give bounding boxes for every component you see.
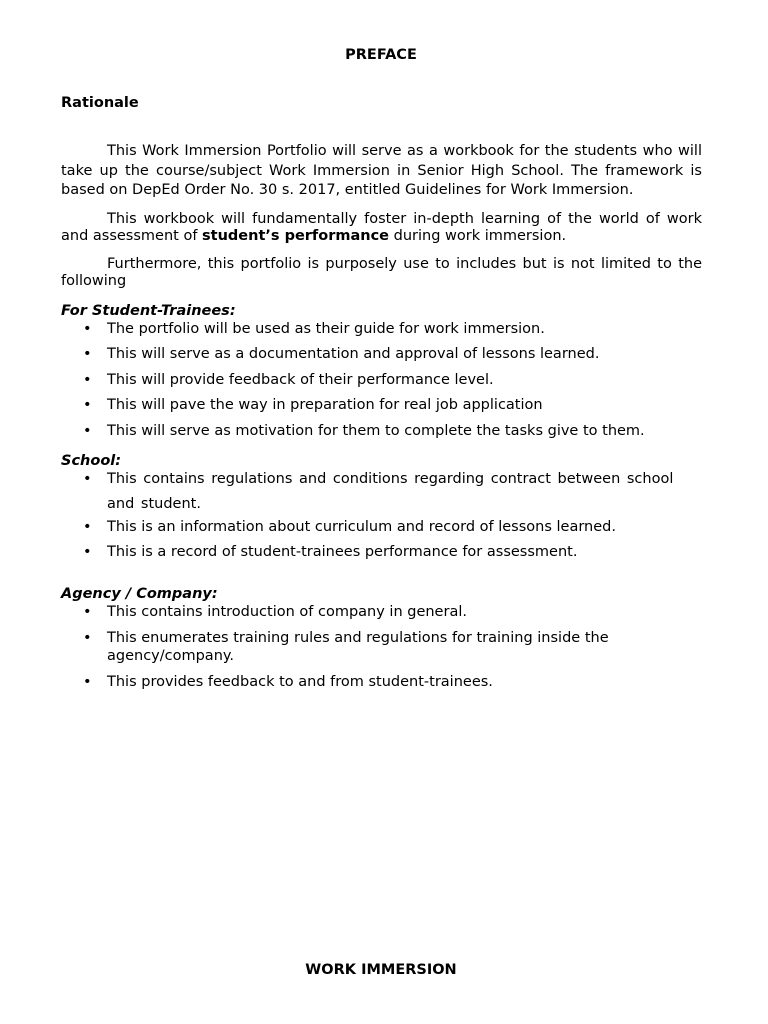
bullet-icon: •: [83, 674, 92, 690]
list-item: [61, 603, 702, 621]
section-title-student-trainees: For Student-Trainees:: [61, 302, 236, 319]
paragraph-1: This Work Immersion Portfolio will serve as a workbook for the students who will take up the course/subject Work Immersion in Senior High School. The framework is based on DepEd Order No. 30 s. 2017, entitled Guidelines for Work Immersion.: [61, 143, 702, 198]
section-title-school: School:: [61, 452, 122, 469]
rationale-heading: Rationale: [61, 95, 139, 111]
list-item: [61, 629, 702, 665]
list-item-text: This will provide feedback of their performance level.: [107, 371, 494, 388]
paragraph-2-bold-text: student’s performance: [202, 228, 390, 244]
list-item: [61, 320, 702, 338]
list-school: [61, 467, 702, 562]
list-item: [61, 345, 702, 363]
list-agency-company: [61, 603, 702, 691]
list-item-text: This contains introduction of company in general.: [107, 604, 467, 620]
list-item: [61, 673, 702, 691]
list-item: [61, 467, 702, 517]
bullet-icon: •: [83, 371, 92, 388]
list-item-text: This provides feedback to and from student-trainees.: [107, 674, 493, 690]
list-item-text: This will serve as motivation for them to complete the tasks give to them.: [107, 422, 645, 439]
bullet-icon: •: [83, 346, 92, 362]
page-footer: WORK IMMERSION: [305, 962, 457, 978]
bullet-icon: •: [83, 544, 92, 560]
list-item-text: This is a record of student-trainees performance for assessment.: [107, 544, 578, 560]
list-item-text: This contains regulations and conditions regarding contract between school and student.: [107, 470, 674, 512]
bullet-icon: •: [83, 470, 92, 487]
list-item: [61, 396, 702, 414]
list-item: [61, 543, 702, 561]
list-item: [61, 518, 702, 536]
list-item-text: This will serve as a documentation and approval of lessons learned.: [107, 346, 600, 362]
list-item-text: This is an information about curriculum and record of lessons learned.: [107, 518, 616, 535]
document-body: [61, 94, 702, 699]
bullet-icon: •: [83, 518, 92, 535]
bullet-icon: •: [83, 422, 92, 439]
section-title-agency-company: Agency / Company:: [61, 586, 218, 602]
bullet-icon: •: [83, 397, 92, 413]
paragraph-2: [61, 211, 702, 246]
paragraph-2-text-before: This workbook will fundamentally foster in-depth learning of the world of work and assessment of: [61, 210, 702, 244]
paragraph-2-text-after: during work immersion.: [389, 228, 567, 244]
list-item: [61, 371, 702, 389]
list-item-text: The portfolio will be used as their guide for work immersion.: [107, 320, 545, 337]
bullet-icon: •: [83, 320, 92, 337]
paragraph-3: Furthermore, this portfolio is purposely use to includes but is not limited to the following: [61, 255, 702, 289]
list-item: [61, 422, 702, 440]
page-title: PREFACE: [345, 47, 417, 63]
list-student-trainees: [61, 320, 702, 440]
list-item-text: This will pave the way in preparation for real job application: [107, 397, 543, 413]
list-item-text: This enumerates training rules and regulations for training inside the agency/company.: [107, 630, 609, 664]
bullet-icon: •: [83, 630, 92, 646]
bullet-icon: •: [83, 604, 92, 620]
